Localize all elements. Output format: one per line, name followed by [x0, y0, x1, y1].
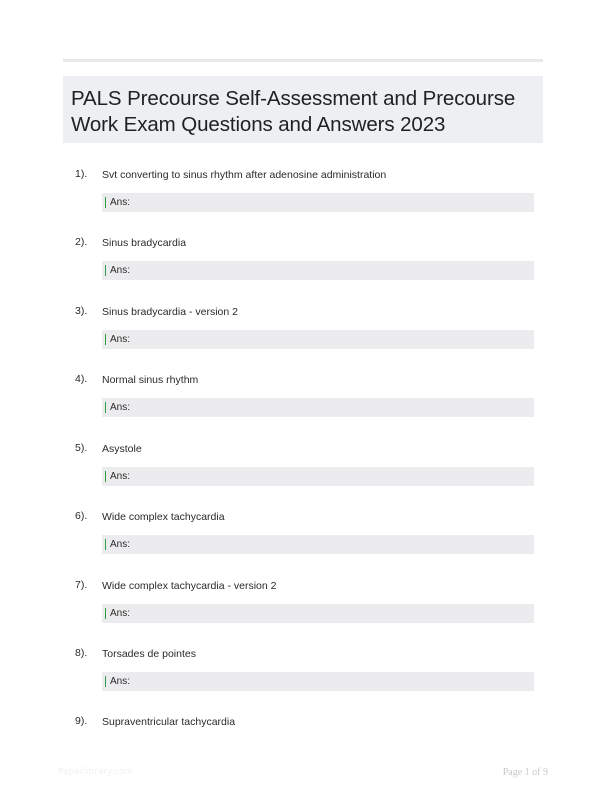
question-text: Supraventricular tachycardia	[102, 716, 236, 728]
question-text: Sinus bradycardia	[102, 237, 187, 249]
answer-field[interactable]	[102, 604, 534, 623]
answer-marker	[105, 265, 106, 276]
answer-marker	[105, 539, 106, 550]
question-text: Svt converting to sinus rhythm after adenosine administration	[102, 169, 387, 181]
question-text: Asystole	[102, 443, 142, 455]
question-number: 1).	[75, 168, 88, 180]
answer-label: Ans:	[110, 676, 131, 687]
question-text: Normal sinus rhythm	[102, 374, 199, 386]
question-text: Wide complex tachycardia	[102, 511, 225, 523]
watermark-text: Paperlibrary.com	[58, 767, 134, 777]
answer-label: Ans:	[110, 539, 131, 550]
answer-marker	[105, 197, 106, 208]
answer-field[interactable]	[102, 398, 534, 417]
question-text: Sinus bradycardia - version 2	[102, 306, 238, 318]
answer-marker	[105, 334, 106, 345]
answer-field[interactable]	[102, 535, 534, 554]
answer-marker	[105, 402, 106, 413]
question-number: 4).	[75, 373, 88, 385]
question-number: 5).	[75, 442, 88, 454]
question-number: 9).	[75, 715, 88, 727]
question-number: 3).	[75, 305, 88, 317]
answer-field[interactable]	[102, 672, 534, 691]
answer-field[interactable]	[102, 261, 534, 280]
answer-label: Ans:	[110, 197, 131, 208]
answer-marker	[105, 676, 106, 687]
answer-label: Ans:	[110, 608, 131, 619]
answer-label: Ans:	[110, 402, 131, 413]
question-text: Torsades de pointes	[102, 648, 196, 660]
document-title: PALS Precourse Self-Assessment and Precourse Work Exam Questions and Answers 2023	[71, 87, 516, 136]
answer-label: Ans:	[110, 471, 131, 482]
answer-marker	[105, 608, 106, 619]
question-number: 6).	[75, 510, 88, 522]
question-number: 2).	[75, 236, 88, 248]
answer-field[interactable]	[102, 467, 534, 486]
question-number: 7).	[75, 579, 88, 591]
answer-field[interactable]	[102, 193, 534, 212]
question-number: 8).	[75, 647, 88, 659]
answer-label: Ans:	[110, 334, 131, 345]
page-indicator: Page 1 of 9	[502, 767, 548, 778]
answer-field[interactable]	[102, 330, 534, 349]
answer-marker	[105, 471, 106, 482]
answer-label: Ans:	[110, 265, 131, 276]
question-text: Wide complex tachycardia - version 2	[102, 580, 277, 592]
